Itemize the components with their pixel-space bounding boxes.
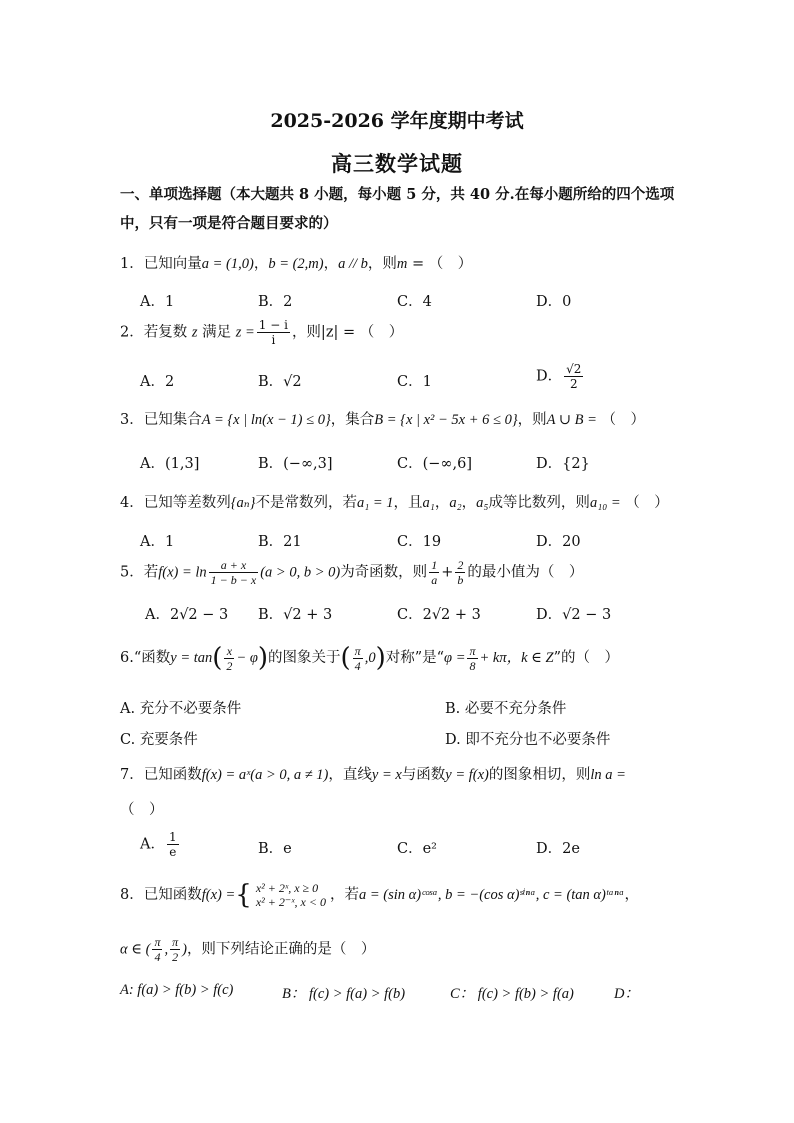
stem-text: 为奇函数，则: [340, 564, 428, 581]
stem-text: （ ）: [625, 495, 669, 511]
option-c[interactable]: C．4: [397, 294, 432, 310]
question-2: [120, 318, 403, 347]
stem-text: 不是常数列，若: [255, 495, 357, 511]
math-expr: a₁ = 1: [356, 495, 394, 511]
math-expr: a₁: [422, 495, 435, 511]
fraction: $\frac{1}{e}$: [168, 830, 177, 859]
fraction: $\frac{x}{2}$: [226, 643, 233, 673]
option-label: D．: [536, 368, 563, 385]
exam-title: 2025-2026 学年度期中考试: [270, 110, 524, 132]
fraction: $\frac{1}{a}$: [431, 558, 438, 587]
option-c[interactable]: C．e²: [397, 841, 437, 857]
stem-text: 的图象相切，则: [488, 767, 591, 783]
math-expr: − φ: [236, 650, 258, 666]
question-number: 2．: [120, 324, 144, 341]
piecewise-cases: x² + 2ˣ, x ≥ 0 x² + 2⁻ˣ, x < 0: [255, 881, 326, 909]
question-8: [120, 880, 639, 910]
paren-open: (: [212, 643, 223, 673]
math-expr: z =: [235, 324, 255, 341]
fraction: $\frac{1 - i}{i}$: [258, 318, 288, 347]
math-expr: {aₙ}: [230, 495, 256, 511]
stem-text: ，: [434, 495, 450, 511]
option-d[interactable]: D．20: [536, 534, 581, 550]
stem-text: = （ ）: [407, 256, 473, 272]
option-a[interactable]: A．1: [140, 534, 175, 550]
fraction: $\frac{2}{b}$: [457, 558, 464, 587]
question-5: [120, 558, 583, 587]
math-expr: φ =: [444, 650, 466, 666]
stem-text: 与函数: [401, 767, 446, 783]
option-d[interactable]: D．√2 − 3: [536, 607, 612, 623]
option-d[interactable]: D．0: [536, 294, 572, 310]
option-label: A．: [140, 836, 165, 853]
brace-open: {: [235, 880, 252, 910]
section-heading: 一、单项选择题（本大题共 8 小题，每小题 5 分，共 40 分.在每小题所给的四个选项中，只有一项是符合题目要求的）: [120, 186, 675, 232]
option-b[interactable]: B. 必要不充分条件: [445, 701, 567, 717]
option-a[interactable]: A．1: [140, 294, 175, 310]
stem-text: ，集合: [330, 412, 375, 428]
question-4: [120, 491, 669, 512]
math-expr: ,: [164, 941, 169, 958]
option-b[interactable]: B．√2 + 3: [258, 607, 333, 623]
math-expr: a = (1,0): [201, 256, 254, 272]
stem-text: ，直线: [328, 767, 372, 783]
option-c[interactable]: C. 充要条件: [120, 732, 198, 748]
paren-open: (: [340, 643, 351, 673]
question-7: [120, 763, 626, 784]
question-8-cont: [120, 935, 375, 964]
option-c[interactable]: C．(−∞,6]: [397, 456, 472, 472]
question-1: [120, 252, 472, 273]
math-expr: m: [396, 256, 408, 272]
option-a[interactable]: A. 充分不必要条件: [120, 701, 242, 717]
math-expr: a₁₀ =: [589, 495, 621, 511]
stem-text: ，若: [329, 887, 359, 903]
math-expr: B = {x | x² − 5x + 6 ≤ 0}: [374, 412, 518, 428]
option-d[interactable]: [536, 362, 585, 391]
stem-text: ，: [253, 256, 269, 272]
option-b[interactable]: B．2: [258, 294, 293, 310]
math-expr: A = {x | ln(x − 1) ≤ 0}: [201, 412, 331, 428]
stem-text: （ ）: [601, 412, 646, 428]
stem-text: ，且: [393, 495, 423, 511]
option-a[interactable]: A．2√2 − 3: [145, 607, 229, 623]
option-a[interactable]: A: f(a) > f(b) > f(c): [120, 982, 234, 998]
math-expr: y = tan: [170, 650, 213, 666]
option-c[interactable]: C： f(c) > f(b) > f(a): [450, 986, 574, 1002]
option-b[interactable]: B．√2: [258, 374, 302, 390]
fraction: $\frac{a + x}{1 - b - x}$: [210, 558, 257, 587]
fraction: $\frac{√2}{2}$: [566, 362, 582, 391]
option-b[interactable]: B．(−∞,3]: [258, 456, 333, 472]
math-expr: ,0: [364, 650, 376, 666]
option-a[interactable]: [140, 830, 181, 859]
math-expr: ): [182, 941, 187, 958]
option-d[interactable]: D．{2}: [536, 456, 590, 472]
stem-text: 若: [143, 564, 159, 581]
stem-text: 成等比数列，则: [488, 495, 590, 511]
paren-close: ): [375, 643, 386, 673]
stem-text: 已知向量: [143, 256, 202, 272]
math-expr: y = x: [371, 767, 402, 783]
question-number: 4．: [120, 495, 144, 511]
stem-text: ，则: [367, 256, 397, 272]
question-number: 7．: [120, 767, 144, 783]
option-c[interactable]: C．1: [397, 374, 432, 390]
option-c[interactable]: C．2√2 + 3: [397, 607, 481, 623]
math-expr: (a > 0, b > 0): [260, 564, 341, 581]
exam-subtitle: 高三数学试题: [331, 151, 463, 176]
fraction: $\frac{\pi}{4}$: [354, 643, 361, 673]
stem-text: ，: [323, 256, 339, 272]
math-expr: f(x) =: [201, 887, 236, 903]
stem-text: +: [441, 564, 454, 581]
math-expr: A ∪ B =: [546, 412, 597, 428]
math-expr: α ∈ (: [120, 941, 151, 958]
question-number: 3．: [120, 412, 144, 428]
stem-text: 若复数: [143, 324, 188, 341]
option-c[interactable]: C．19: [397, 534, 442, 550]
stem-text: ，则下列结论正确的是（ ）: [186, 941, 376, 958]
stem-text: 已知等差数列: [143, 495, 231, 511]
math-expr: a // b: [338, 256, 368, 272]
stem-text: 已知集合: [143, 412, 202, 428]
stem-text: 的图象关于: [268, 650, 341, 666]
stem-text: 满足: [202, 324, 232, 341]
option-b[interactable]: B： f(c) > f(a) > f(b): [282, 986, 406, 1002]
question-7-blank: （ ）: [120, 802, 164, 818]
question-3: [120, 408, 645, 429]
paren-close: ): [257, 643, 269, 673]
math-expr: ln a =: [590, 767, 626, 783]
option-a[interactable]: A．(1,3]: [140, 456, 200, 472]
question-number: 8．: [120, 887, 144, 903]
stem-text: 的最小值为（ ）: [467, 564, 584, 581]
math-expr: a = (sin α)ᶜᵒˢᵅ, b = −(cos α)ˢⁱⁿᵅ, c = (tan α)ᵗᵃⁿᵅ: [358, 887, 625, 903]
math-expr: y = f(x): [445, 767, 489, 783]
stem-text: ”的（ ）: [553, 650, 620, 666]
stem-text: 已知函数: [143, 887, 202, 903]
question-number: 6.: [120, 650, 134, 666]
question-number: 1．: [120, 256, 144, 272]
option-d[interactable]: D. 即不充分也不必要条件: [445, 732, 611, 748]
stem-text: 已知函数: [143, 767, 202, 783]
fraction: $\frac{\pi}{8}$: [469, 643, 476, 673]
math-expr: + kπ，k ∈ Z: [479, 650, 554, 666]
question-number: 5．: [120, 564, 144, 581]
option-d[interactable]: D：: [614, 986, 639, 1002]
stem-text: ，: [624, 887, 639, 903]
question-6: [120, 643, 619, 673]
fraction: $\frac{\pi}{4}$: [154, 935, 161, 964]
stem-text: ，则|z| = （ ）: [291, 324, 404, 341]
stem-text: ，则: [517, 412, 547, 428]
stem-text: ，: [461, 495, 477, 511]
math-expr: a₂: [449, 495, 462, 511]
math-expr: b = (2,m): [268, 256, 324, 272]
option-a[interactable]: A．2: [140, 374, 175, 390]
option-d[interactable]: D．2e: [536, 841, 580, 857]
stem-text: “函数: [133, 650, 171, 666]
option-b[interactable]: B．21: [258, 534, 302, 550]
fraction: $\frac{\pi}{2}$: [172, 935, 179, 964]
math-expr: z: [191, 324, 198, 341]
math-expr: a₅: [476, 495, 489, 511]
math-expr: f(x) = ln: [158, 564, 207, 581]
option-b[interactable]: B．e: [258, 841, 292, 857]
math-expr: f(x) = aˣ: [201, 767, 251, 783]
math-expr: (a > 0, a ≠ 1): [250, 767, 329, 783]
stem-text: 对称”是“: [385, 650, 445, 666]
